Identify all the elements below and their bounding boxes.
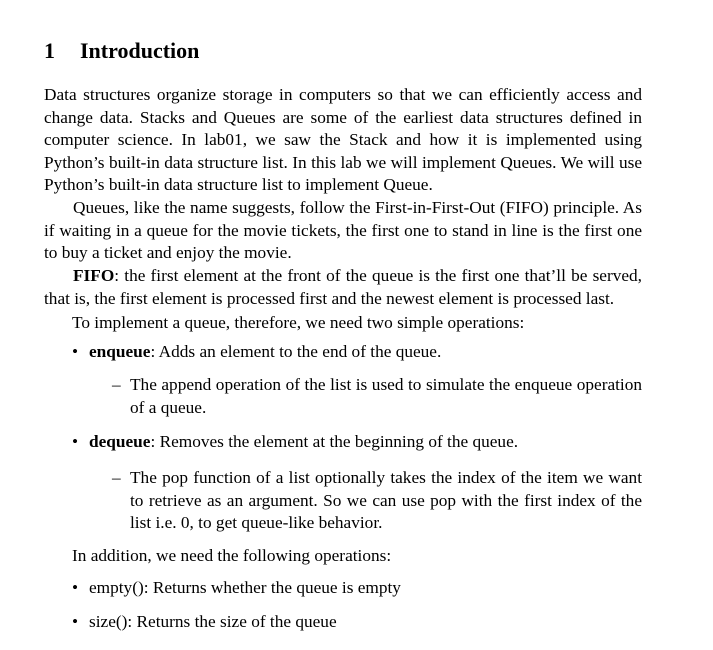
bullet-icon: •: [72, 342, 79, 361]
list-item-enqueue: [72, 341, 441, 364]
fifo-paragraph: [44, 265, 642, 310]
section-title: Introduction: [80, 38, 200, 63]
size-operation: size(): Returns the size of the queue: [89, 612, 337, 631]
enqueue-description: : Adds an element to the end of the queue.: [150, 342, 442, 361]
enqueue-note: The append operation of the list is used to simulate the enqueue operation of a queue.: [130, 375, 642, 417]
dash-icon: –: [112, 375, 121, 394]
bullet-icon: •: [72, 432, 79, 451]
fifo-definition: : the first element at the front of the queue is the first one that’ll be served, that is, the first element is processed first and the newest element is processed last.: [44, 266, 642, 308]
dequeue-note: The pop function of a list optionally takes the index of the item we want to retrieve as an argument. So we can use pop with the first index of the list i.e. 0, to get queue-like behavior.: [130, 468, 642, 533]
list-item-dequeue: [72, 431, 518, 454]
enqueue-term: enqueue: [89, 342, 151, 361]
intro-paragraph: Data structures organize storage in computers so that we can efficiently access and change data. Stacks and Queues are some of the earliest data structures defined in computer science. In lab01, we saw the Stack and how it is implemented using Python’s built-in data structure list. In this lab we will implement Queues. We will use Python’s built-in data structure list to implement Queue.: [44, 85, 642, 195]
bullet-icon: •: [72, 578, 79, 597]
additional-operations-intro: In addition, we need the following operations:: [72, 546, 392, 565]
list-item-empty: [72, 577, 401, 600]
section-heading: [44, 37, 199, 65]
queue-paragraph: Queues, like the name suggests, follow the First-in-First-Out (FIFO) principle. As if waiting in a queue for the movie tickets, the first one to stand in line is the first one to buy a ticket and enjoy the movie.: [44, 198, 642, 263]
section-number: 1: [44, 38, 55, 63]
dequeue-term: dequeue: [89, 432, 151, 451]
operations-intro: To implement a queue, therefore, we need two simple operations:: [72, 313, 525, 332]
bullet-icon: •: [72, 612, 79, 631]
empty-operation: empty(): Returns whether the queue is empty: [89, 578, 401, 597]
dash-icon: –: [112, 468, 121, 487]
list-item-size: [72, 611, 337, 634]
dequeue-description: : Removes the element at the beginning of the queue.: [150, 432, 519, 451]
fifo-term: FIFO: [73, 266, 115, 285]
